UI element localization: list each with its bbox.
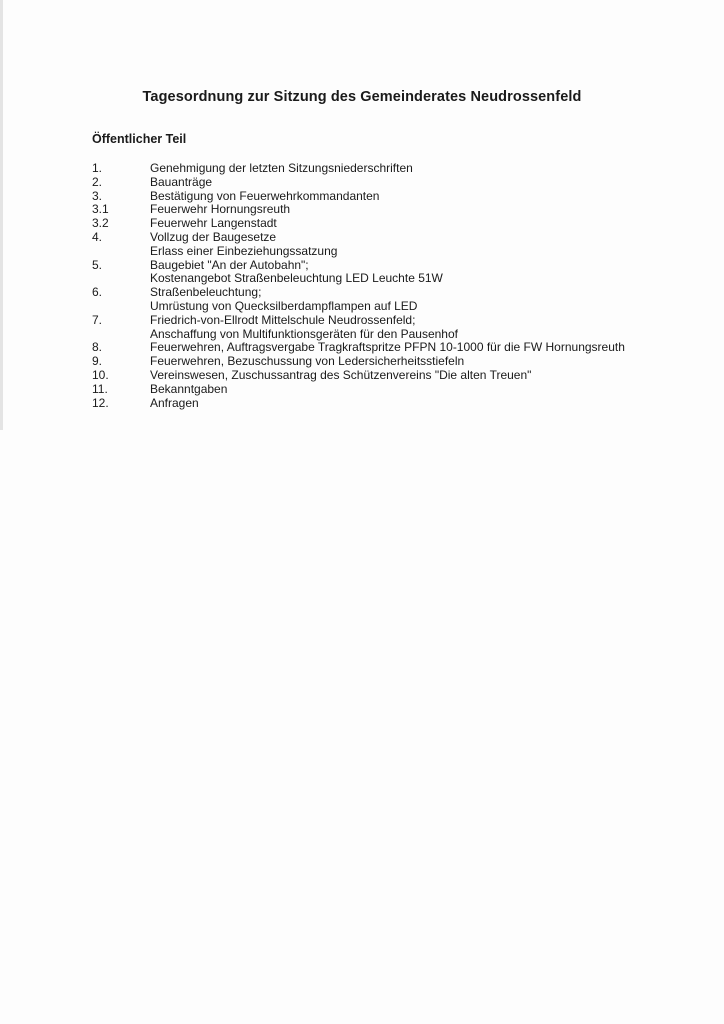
agenda-item [92,314,692,342]
agenda-item-text [150,190,692,204]
agenda-item-number: 12. [92,395,109,410]
agenda-item [92,190,692,204]
agenda-item [92,217,692,231]
agenda-item-line: Anfragen [150,395,199,410]
agenda-item [92,231,692,259]
agenda-item-text [150,259,692,287]
agenda-item-text [150,314,692,342]
scan-shadow-edge [0,0,3,430]
agenda-item-number: 6. [92,285,103,300]
agenda-item-line: Straßenbeleuchtung; [150,285,262,300]
agenda-item-line: Kostenangebot Straßenbeleuchtung LED Leuchte 51W [150,271,443,286]
agenda-item-number: 9. [92,354,103,369]
agenda-item-text [150,203,692,217]
agenda-item-number: 8. [92,340,103,355]
agenda-item-number: 7. [92,312,103,327]
agenda-item-number: 5. [92,257,103,272]
agenda-item [92,397,692,411]
agenda-item-line: Vollzug der Baugesetze [150,229,277,244]
agenda-item-line: Feuerwehren, Auftragsvergabe Tragkraftspritze PFPN 10-1000 für die FW Hornungsreuth [150,340,625,355]
agenda-item [92,286,692,314]
agenda-item-number: 2. [92,174,103,189]
agenda-item-line: Bauanträge [150,174,213,189]
agenda-item [92,341,692,355]
agenda-item-line: Friedrich-von-Ellrodt Mittelschule Neudrossenfeld; [150,312,416,327]
agenda-item-number: 4. [92,229,103,244]
agenda-item-line: Feuerwehren, Bezuschussung von Ledersicherheitsstiefeln [150,354,465,369]
agenda-item-line: Baugebiet "An der Autobahn"; [150,257,309,272]
agenda-item-text [150,231,692,259]
agenda-item-text [150,217,692,231]
agenda-item-line: Vereinswesen, Zuschussantrag des Schützenvereins "Die alten Treuen" [150,367,532,382]
agenda-item-line: Feuerwehr Hornungsreuth [150,202,291,217]
agenda-item-text [150,286,692,314]
agenda-item-number: 11. [92,381,108,396]
agenda-item-text [150,176,692,190]
agenda-item-text [150,383,692,397]
agenda-item-line: Feuerwehr Langenstadt [150,216,277,231]
section-heading: Öffentlicher Teil [92,132,187,146]
agenda-item-number: 3. [92,188,103,203]
agenda-item-line: Bekanntgaben [150,381,228,396]
agenda-item-text [150,341,692,355]
agenda-item-number: 10. [92,367,109,382]
agenda-item-text [150,369,692,383]
agenda-item-line: Anschaffung von Multifunktionsgeräten für den Pausenhof [150,326,458,341]
agenda-item-number: 3.1 [92,202,109,217]
agenda-item-line: Erlass einer Einbeziehungssatzung [150,243,338,258]
agenda-item-text [150,397,692,411]
agenda-item [92,369,692,383]
agenda-item-line: Umrüstung von Quecksilberdampflampen auf LED [150,298,418,313]
agenda-item-text [150,162,692,176]
agenda-item-number: 3.2 [92,216,109,231]
agenda-item-line: Bestätigung von Feuerwehrkommandanten [150,188,380,203]
agenda-item [92,203,692,217]
agenda-item [92,383,692,397]
agenda-item-text [150,355,692,369]
document-title: Tagesordnung zur Sitzung des Gemeinderates Neudrossenfeld [142,89,582,105]
agenda-item [92,176,692,190]
agenda-item [92,259,692,287]
agenda-item-line: Genehmigung der letzten Sitzungsniederschriften [150,161,413,175]
agenda-list [92,162,692,410]
agenda-item-number: 1. [92,161,103,175]
agenda-item [92,162,692,176]
agenda-item [92,355,692,369]
